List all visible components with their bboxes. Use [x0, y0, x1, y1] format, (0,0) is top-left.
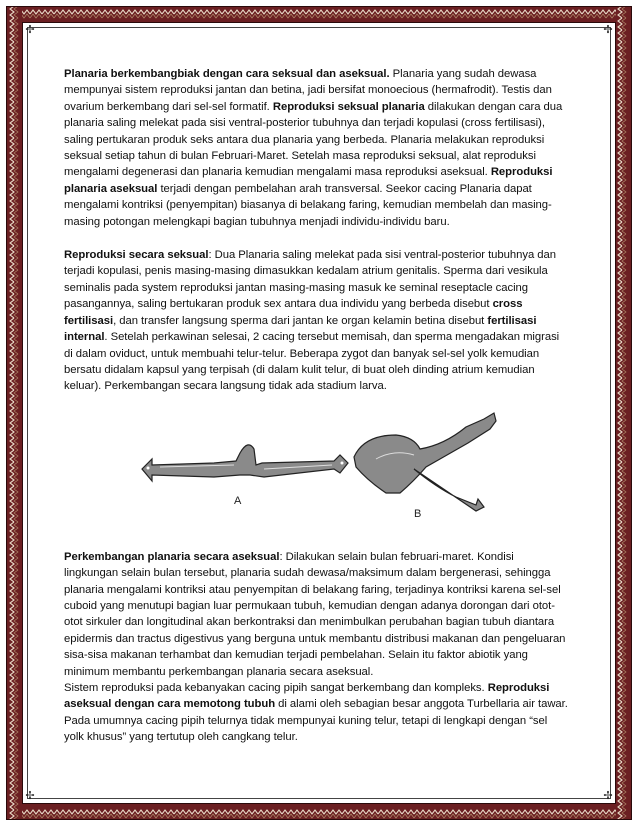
body-text: di alami oleh sebagian besar anggota Turbellaria air tawar. Pada umumnya cacing pipih telurnya tidak mempunyai kuning telur, tetapi di lengkapi dengan “sel yolk khusus” yang tertutup oleh cangkang telur.: [64, 698, 568, 744]
bold-text: Planaria berkembangbiak dengan cara seksual dan aseksual.: [64, 68, 390, 80]
paragraph-reproductive-system: [64, 680, 569, 746]
corner-ornament-icon: ✢: [25, 790, 35, 802]
corner-ornament-icon: ✢: [603, 24, 613, 36]
planaria-pair-b: [354, 413, 496, 511]
planaria-illustration: [64, 401, 569, 531]
bold-text: Reproduksi secara seksual: [64, 249, 209, 262]
bold-text: Reproduksi planaria aseksual: [64, 166, 553, 195]
body-text: terjadi dengan pembelahan arah transversal. Seekor cacing Planaria dapat mengalami kontriksi (penyempitan) biasanya di belakang faring, kemudian membelah dan masing-masing potongan melengkapi bagian tubuhnya menjadi individu-individu baru.: [64, 182, 552, 228]
paragraph-sexual-reproduction: [64, 247, 569, 395]
body-text: : Dilakukan selain bulan februari-maret. Kondisi lingkungan selain bulan tersebut, planaria sudah dewasa/maksimum dalam bergenerasi, sehingga planaria mengalami kontriksi atau penyempitan di belakang faring, terjadinya kontriksi karena sel-sel cuboid yang menutupi bagian luar permukaan tubuh, kemudian dengan adanya dorongan dari otot-otot sirkuler dan longitudinal akan berkontraksi dan menimbulkan perubahan bagian tubuh diantara epidermis dan tractus digestivus yang berguna untuk membantu distribusi makanan dan pengeluaran sisa-sisa makanan terhambat dan kemudian terjadi pembelahan. Selain itu faktor abiotik yang minimum membantu perkembangan planaria secara aseksual.: [64, 550, 566, 678]
body-text: , dan transfer langsung sperma dari jantan ke organ kelamin betina disebut: [113, 314, 488, 327]
bold-text: cross fertilisasi: [64, 298, 523, 327]
bold-text: Reproduksi seksual planaria: [272, 100, 425, 113]
corner-ornament-icon: ✢: [25, 24, 35, 36]
paragraph-planaria-reproduction: [64, 66, 569, 230]
planaria-figure: [64, 401, 569, 531]
corner-ornament-icon: ✢: [603, 790, 613, 802]
bold-text: Reproduksi aseksual dengan cara memotong tubuh: [64, 681, 550, 711]
body-text: : Dua Planaria saling melekat pada sisi ventral-posterior tubuhnya dan terjadi kopulasi, penis masing-masing dimasukkan kedalam atrium genitalis. Sperma dari vesikula seminalis pada system reproduksi jantan masing-masing masuk ke seminal reseptacle cacing pasangannya, saling bertukaran produk sex antara dua individu yang berbeda disebut: [64, 249, 556, 311]
figure-label-b: B: [414, 507, 422, 520]
planaria-pair-a: [142, 445, 348, 481]
bold-text: Perkembangan planaria secara aseksual: [64, 550, 280, 563]
paragraph-asexual-development: [64, 549, 569, 680]
bold-text: fertilisasi internal: [64, 314, 537, 344]
document-body: [64, 66, 569, 746]
figure-label-a: A: [234, 494, 242, 507]
body-text: Sistem reproduksi pada kebanyakan cacing pipih sangat berkembang dan kompleks.: [64, 681, 488, 694]
body-text: . Setelah perkawinan selesai, 2 cacing tersebut memisah, dan sperma mengadakan migrasi di dalam oviduct, untuk membuahi telur-telur. Beberapa zygot dan banyak sel-sel yolk kemudian bersatu didalam kapsul yang terpisah (di dalam kulit telur, di buat oleh dinding atrium kemudian keluar). Perkembangan secara langsung tidak ada stadium larva.: [64, 331, 560, 393]
body-text: dilakukan dengan cara dua planaria saling melekat pada sisi ventral-posterior tubuhnya dan terjadi kopulasi (cross fertilisasi), saling pertukaran produk seks antara dua planaria yang berbeda. Planaria melakukan reproduksi seksual setiap tahun di bulan Februari-Maret. Setelah masa reproduksi seksual, alat reproduksi mengalami degenerasi dan planaria kemudian mengalami masa reproduksi aseksual.: [64, 100, 563, 179]
body-text: Planaria yang sudah dewasa mempunyai sistem reproduksi jantan dan betina, jadi bersifat monoecious (hermafrodit). Testis dan ovarium berkembang dari sel-sel formatif.: [64, 68, 552, 113]
